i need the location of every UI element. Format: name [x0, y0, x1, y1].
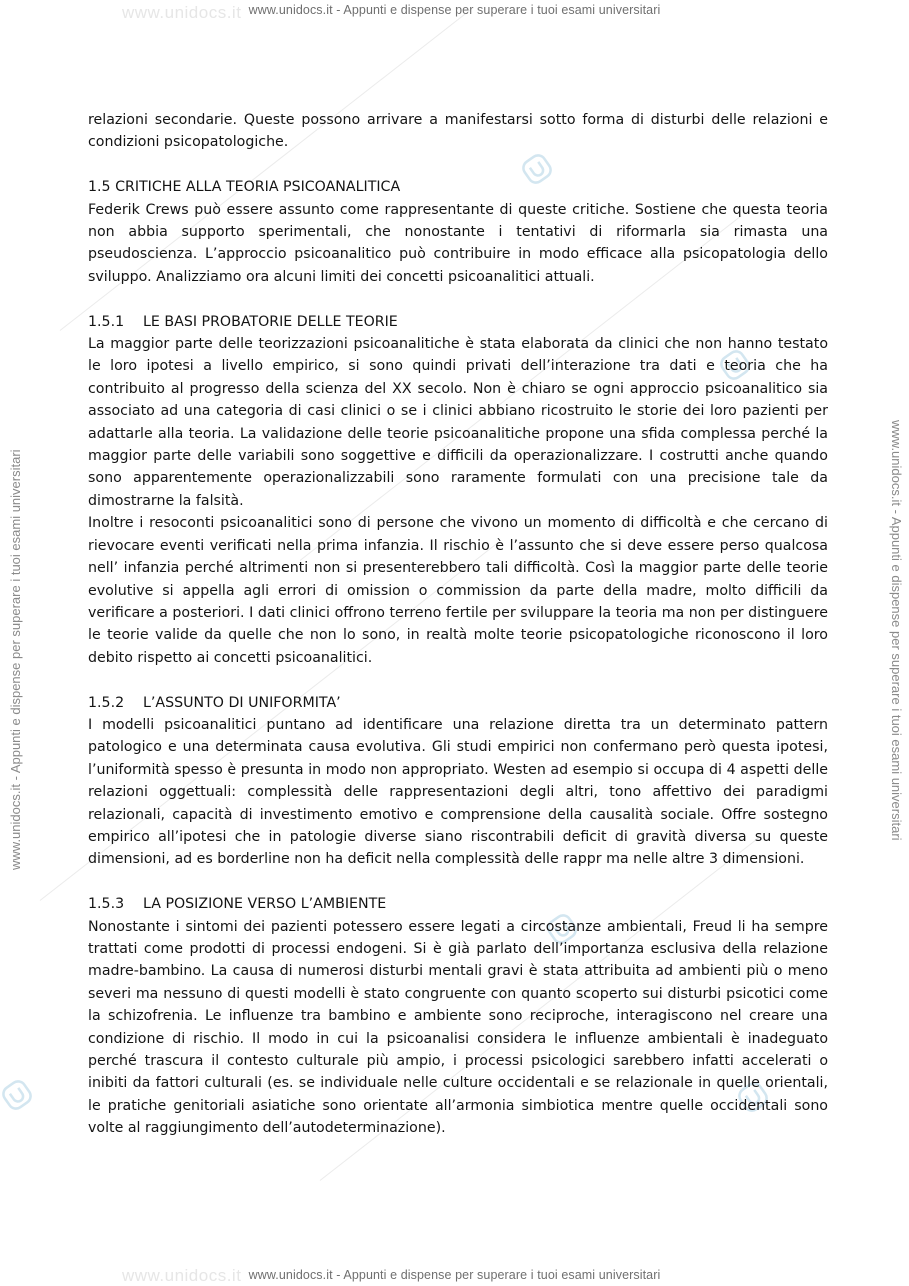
section-title: L’ASSUNTO DI UNIFORMITA’ [143, 694, 341, 711]
watermark-header: www.unidocs.it - Appunti e dispense per superare i tuoi esami universitari [248, 3, 661, 17]
paragraph-1-5-1-b: Inoltre i resoconti psicoanalitici sono di persone che vivono un momento di difficoltà e che cercano di rievocare eventi verificati nella prima infanzia. Il rischio è l’assunto che si deve essere perso qualcosa nell’ infanzia perché altrimenti non si presenterebbero tali difficoltà. Così la maggior parte delle teorie evolutive si appella agli errori di omission o commission da parte della madre, molto difficili da verificare a posteriori. I dati clinici offrono terreno fertile per sviluppare la teoria ma non per distinguere le teorie valide da quelle che non lo sono, in realtà molte teorie psicopatologiche riconoscono il loro debito rispetto ai concetti psicoanalitici. [88, 515, 828, 666]
section-number: 1.5.3 [88, 896, 125, 913]
unidocs-logo-icon [0, 1078, 34, 1112]
watermark-side-right: www.unidocs.it - Appunti e dispense per superare i tuoi esami universitari [889, 420, 904, 841]
watermark-footer: www.unidocs.it - Appunti e dispense per superare i tuoi esami universitari [248, 1268, 661, 1282]
watermark-ghost-text: www.unidocs.it [122, 3, 242, 22]
section-number: 1.5.2 [88, 694, 125, 711]
paragraph-1-5-2: I modelli psicoanalitici puntano ad identificare una relazione diretta tra un determinato pattern patologico e una determinata causa evolutiva. Gli studi empirici non confermano però questa ipotesi, l’uniformità spesso è presunta in modo non appropriato. Westen ad esempio si occupa di 4 aspetti delle relazioni oggettuali: complessità delle rappresentazioni degli altri, tono affettivo dei paradigmi relazionali, capacità di investimento emotivo e comprensione della causalità sociale. Offre sostegno empirico all’ipotesi che in patologie diverse siano riscontrabili deficit di gravità diversa su queste dimensioni, ad es borderline non ha deficit nella complessità delle rappr ma nelle altre 3 dimensioni. [88, 716, 828, 868]
section-heading-1-5-1 [88, 311, 828, 333]
section-heading-1-5-3 [88, 893, 828, 915]
paragraph-1-5: Federik Crews può essere assunto come rappresentante di queste critiche. Sostiene che questa teoria non abbia supporto sperimentali, che nonostante i tentativi di riformarla sia rimasta una pseudoscienza. L’approccio psicoanalitico può contribuire in modo efficace alla psicopatologia dello sviluppo. Analizziamo ora alcuni limiti dei concetti psicoanalitici attuali. [88, 201, 828, 285]
section-heading-1-5-2 [88, 692, 828, 714]
document-page [88, 109, 828, 1140]
paragraph-1-5-1-a: La maggior parte delle teorizzazioni psicoanalitiche è stata elaborata da clinici che non hanno testato le loro ipotesi a livello empirico, si sono quindi privati dell’interazione tra dati e teoria che ha contribuito al progresso della scienza del XX secolo. Non è chiaro se ogni approccio psicoanalitico sia associato ad una categoria di casi clinici o se i clinici abbiano ricostruito le storie dei loro pazienti per adattarle alla teoria. La validazione delle teorie psicoanalitiche propone una sfida complessa perché la maggior parte delle variabili sono soggettive e difficili da operazionalizzare. I costrutti anche quando sono apparentemente operazionalizzabili sono raramente formulati con una precisione tale da dimostrarne la falsità. [88, 336, 828, 509]
paragraph-1-5-3: Nonostante i sintomi dei pazienti potessero essere legati a circostanze ambientali, Freud li ha sempre trattati come prodotti di processi endogeni. Si è già parlato dell’importanza esclusiva della relazione madre-bambino. La causa di numerosi disturbi mentali gravi è stata attribuita ad ambienti più o meno severi ma nessuno di questi modelli è stato congruente con quanto scoperto sui disturbi psicotici come la schizofrenia. Le influenze tra bambino e ambiente sono reciproche, interagiscono nel creare una condizione di rischio. Il modo in cui la psicoanalisi considera le influenze ambientali è inadeguato perché trascura il contesto culturale più ampio, i processi psicologici sarebbero infatti accelerati o inibiti da fattori culturali (es. se individuale nelle culture occidentali e se relazionale in quelle orientali, le pratiche genitoriali asiatiche sono orientate all’armonia simbiotica mentre quelle occidentali sono volte al raggiungimento dell’autodeterminazione). [88, 918, 828, 1137]
section-heading-1-5: 1.5 CRITICHE ALLA TEORIA PSICOANALITICA [88, 179, 401, 196]
paragraph-intro: relazioni secondarie. Queste possono arrivare a manifestarsi sotto forma di disturbi delle relazioni e condizioni psicopatologiche. [88, 112, 828, 151]
watermark-side-left: www.unidocs.it - Appunti e dispense per superare i tuoi esami universitari [8, 449, 23, 870]
section-number: 1.5.1 [88, 313, 125, 330]
section-title: LA POSIZIONE VERSO L’AMBIENTE [143, 896, 387, 913]
watermark-ghost-text: www.unidocs.it [122, 1266, 242, 1285]
section-title: LE BASI PROBATORIE DELLE TEORIE [143, 313, 398, 330]
